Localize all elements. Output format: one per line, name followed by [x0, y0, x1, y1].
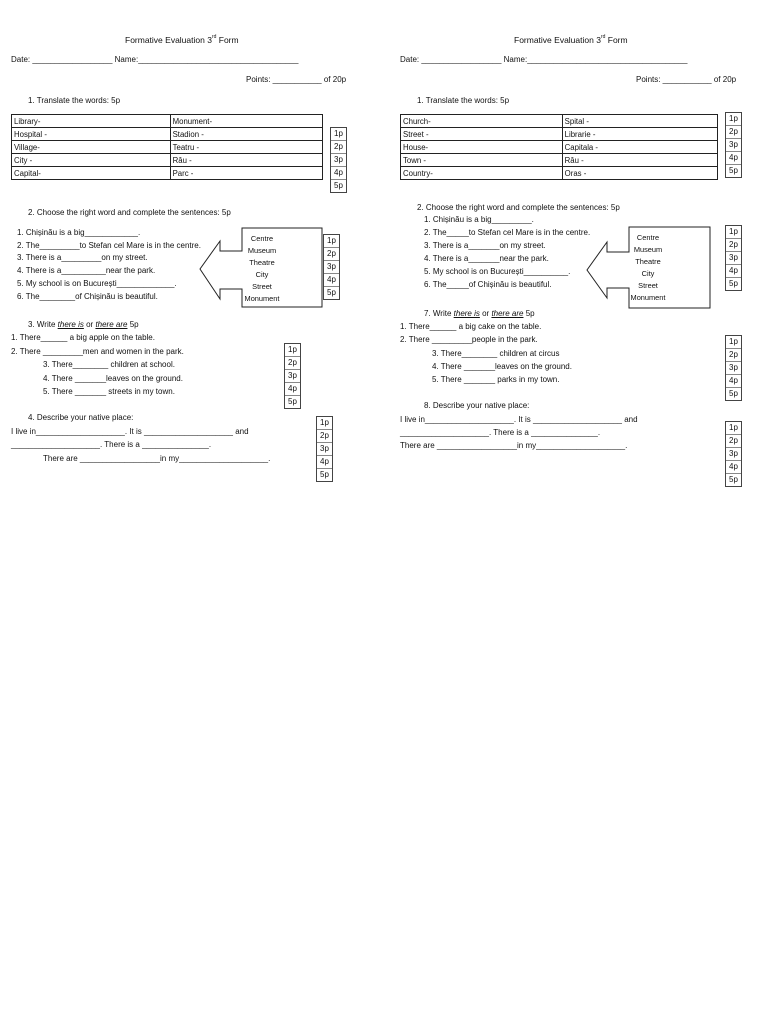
right-table-cell: Street -	[401, 128, 563, 141]
right-table-cell: Oras -	[562, 167, 717, 180]
left-q2-item: 1. Chișinău is a big____________.	[17, 228, 141, 237]
left-q2-item: 4. There is a__________near the park.	[17, 266, 156, 276]
left-table-cell: Monument-	[170, 115, 322, 128]
right-q2-heading: 2. Choose the right word and complete the sentences: 5p	[417, 203, 620, 212]
right-word-option: Monument	[630, 293, 666, 302]
right-points-line: Points: ___________ of 20p	[636, 75, 737, 84]
right-q3-item: 5. There _______ parks in my town.	[432, 375, 560, 385]
right-points-cell: 4p	[726, 375, 741, 388]
left-q2-item: 5. My school is on București_____________.	[17, 278, 177, 288]
right-table-row	[401, 154, 718, 167]
left-table-cell: Hospital -	[12, 128, 171, 141]
right-table-cell: Librarie -	[562, 128, 717, 141]
right-q2-item: 6. The_____of Chișinău is beautiful.	[424, 280, 552, 289]
right-q4-heading: 8. Describe your native place:	[424, 401, 530, 410]
right-table-cell: Capitala -	[562, 141, 717, 154]
right-table-row	[401, 128, 718, 141]
left-q3-item: 1. There______ a big apple on the table.	[11, 333, 155, 342]
right-q1-points	[725, 112, 742, 178]
right-points-cell: 3p	[726, 362, 741, 375]
left-table-cell: Village-	[12, 141, 171, 154]
left-q3-item: 2. There _________men and women in the park.	[11, 346, 184, 356]
right-points-cell: 1p	[726, 113, 741, 126]
right-q3-points	[725, 335, 742, 401]
left-points-cell: 1p	[317, 417, 332, 430]
right-word-option: Centre	[636, 233, 660, 242]
left-q4-points	[316, 416, 333, 482]
left-points-cell: 2p	[331, 141, 346, 154]
left-q2-item: 2. The_________to Stefan cel Mare is in the centre.	[17, 240, 201, 250]
left-word-option: City	[255, 270, 269, 279]
right-q2-item: 4. There is a_______near the park.	[424, 254, 549, 263]
right-q4-line3: There are __________________in my____________________.	[400, 441, 628, 450]
left-q4-line2: ____________________. There is a _______________.	[11, 440, 212, 449]
right-table-row	[401, 115, 718, 128]
left-points-cell: 4p	[285, 383, 300, 396]
right-title: Formative Evaluation 3rd Form	[514, 34, 628, 45]
left-word-option: Theatre	[249, 258, 275, 267]
right-date-name-line: Date: __________________ Name:____________________________________	[400, 55, 688, 64]
left-points-cell: 3p	[331, 154, 346, 167]
right-word-box	[626, 232, 670, 304]
left-points-cell: 1p	[331, 128, 346, 141]
right-word-option: Street	[638, 281, 658, 290]
right-table-row	[401, 167, 718, 180]
left-q3-item: 3. There________ children at school.	[43, 360, 175, 369]
left-q4-heading: 4. Describe your native place:	[28, 413, 134, 422]
left-points-cell: 3p	[317, 443, 332, 456]
left-table-cell: Stadion -	[170, 128, 322, 141]
right-points-cell: 1p	[726, 422, 741, 435]
left-points-cell: 3p	[324, 261, 339, 274]
left-q1-points	[330, 127, 347, 193]
left-points-cell: 4p	[331, 167, 346, 180]
left-table-cell: Teatru -	[170, 141, 322, 154]
right-table-cell: House-	[401, 141, 563, 154]
left-table-row	[12, 141, 323, 154]
left-q2-heading: 2. Choose the right word and complete the sentences: 5p	[28, 208, 231, 217]
left-q3-heading: 3. Write there is or there are 5p	[28, 320, 139, 329]
right-q3-item: 1. There______ a big cake on the table.	[400, 322, 542, 331]
right-q4-line2: ____________________. There is a _______________.	[400, 428, 601, 437]
left-q3-item: 5. There _______ streets in my town.	[43, 387, 175, 396]
right-q3-item: 4. There _______leaves on the ground.	[432, 361, 572, 371]
left-q3-points	[284, 343, 301, 409]
left-word-option: Street	[252, 282, 272, 291]
right-q4-line1: I live in____________________. It is ____________________ and	[400, 415, 638, 424]
right-points-cell: 2p	[726, 435, 741, 448]
right-q4-points	[725, 421, 742, 487]
left-q2-points	[323, 234, 340, 300]
right-q3-heading: 7. Write there is or there are 5p	[424, 309, 535, 318]
left-q1-heading: 1. Translate the words: 5p	[28, 96, 121, 105]
left-points-cell: 5p	[327, 288, 336, 297]
right-table-cell: Country-	[401, 167, 563, 180]
right-points-cell: 3p	[726, 139, 741, 152]
left-points-cell: 1p	[324, 235, 339, 248]
left-points-cell: 2p	[285, 357, 300, 370]
right-q2-item: 2. The_____to Stefan cel Mare is in the centre.	[424, 228, 591, 237]
right-points-cell: 3p	[726, 448, 741, 461]
right-q2-item: 5. My school is on București__________.	[424, 267, 571, 276]
left-q2-item: 3. There is a_________on my street.	[17, 253, 148, 263]
right-table-row	[401, 141, 718, 154]
left-points-cell: 3p	[285, 370, 300, 383]
right-points-cell: 2p	[726, 349, 741, 362]
left-word-option: Monument	[244, 294, 280, 303]
right-word-option: Theatre	[635, 257, 661, 266]
left-table-cell: City -	[12, 154, 171, 167]
right-points-cell: 4p	[726, 461, 741, 474]
left-table-cell: Capital-	[12, 167, 171, 180]
right-q3-item: 2. There _________people in the park.	[400, 335, 538, 345]
right-q3-item: 3. There________ children at circus	[432, 348, 560, 358]
left-table-row	[12, 167, 323, 180]
left-points-cell: 5p	[334, 181, 343, 190]
left-q4-line3: There are __________________in my____________________.	[43, 454, 271, 463]
left-table-cell: Library-	[12, 115, 171, 128]
left-points-cell: 5p	[288, 397, 297, 406]
right-points-cell: 5p	[729, 279, 738, 288]
left-table-row	[12, 154, 323, 167]
right-table-cell: Spital -	[562, 115, 717, 128]
right-points-cell: 5p	[729, 475, 738, 484]
left-points-line: Points: ___________ of 20p	[246, 75, 347, 84]
right-word-option: City	[641, 269, 655, 278]
left-table-row	[12, 115, 323, 128]
right-points-cell: 1p	[726, 226, 741, 239]
right-points-cell: 3p	[726, 252, 741, 265]
right-points-cell: 2p	[726, 239, 741, 252]
left-points-cell: 4p	[317, 456, 332, 469]
right-q2-item: 1. Chișinău is a big_________.	[424, 215, 534, 224]
right-points-cell: 4p	[726, 265, 741, 278]
left-word-option: Museum	[247, 246, 277, 255]
right-q1-heading: 1. Translate the words: 5p	[417, 96, 510, 105]
left-translate-table	[11, 114, 323, 180]
right-points-cell: 4p	[726, 152, 741, 165]
right-points-cell: 1p	[726, 336, 741, 349]
left-points-cell: 2p	[317, 430, 332, 443]
left-title: Formative Evaluation 3rd Form	[125, 34, 239, 45]
left-word-option: Centre	[250, 234, 274, 243]
left-date-name-line: Date: __________________ Name:____________________________________	[11, 55, 299, 64]
left-table-row	[12, 128, 323, 141]
right-q2-points	[725, 225, 742, 291]
right-word-option: Museum	[633, 245, 663, 254]
left-points-cell: 4p	[324, 274, 339, 287]
left-q2-item: 6. The________of Chișinău is beautiful.	[17, 291, 158, 301]
right-table-cell: Town -	[401, 154, 563, 167]
left-points-cell: 1p	[285, 344, 300, 357]
right-q2-item: 3. There is a_______on my street.	[424, 241, 546, 250]
right-points-cell: 5p	[729, 389, 738, 398]
left-q4-line1: I live in____________________. It is ____________________ and	[11, 427, 249, 436]
right-translate-table	[400, 114, 718, 180]
left-table-cell: Parc -	[170, 167, 322, 180]
right-table-cell: Church-	[401, 115, 563, 128]
right-points-cell: 5p	[729, 166, 738, 175]
right-table-cell: Râu -	[562, 154, 717, 167]
left-q3-item: 4. There _______leaves on the ground.	[43, 373, 183, 383]
left-word-box	[240, 233, 284, 305]
left-table-cell: Râu -	[170, 154, 322, 167]
left-points-cell: 5p	[320, 470, 329, 479]
right-points-cell: 2p	[726, 126, 741, 139]
left-points-cell: 2p	[324, 248, 339, 261]
